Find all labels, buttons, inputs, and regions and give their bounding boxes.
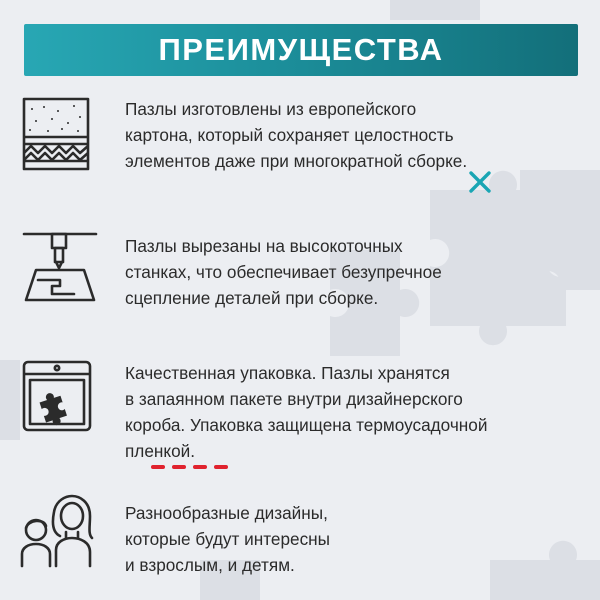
feature-text-4: Разнообразные дизайны, которые будут интересны и взрослым, и детям. (125, 503, 331, 575)
cardboard-layers-icon (22, 97, 90, 171)
decorative-dashes (150, 462, 228, 472)
family-icon (20, 492, 106, 568)
feature-text-1: Пазлы изготовлены из европейского картона, который сохраняет целостность элементов даже при многократной сборке. (125, 99, 468, 171)
close-icon (468, 170, 492, 194)
feature-text-2: Пазлы вырезаны на высокоточных станках, что обеспечивает безупречное сцепление деталей при сборке. (125, 236, 442, 308)
cutting-machine-icon (22, 230, 98, 304)
page-title: ПРЕИМУЩЕСТВА (158, 32, 444, 67)
sealed-package-icon (22, 360, 92, 432)
header-banner (24, 24, 578, 76)
feature-text-3: Качественная упаковка. Пазлы хранятся в запаянном пакете внутри дизайнерского короба. Упаковка защищена термоусадочной пленкой. (125, 363, 488, 461)
